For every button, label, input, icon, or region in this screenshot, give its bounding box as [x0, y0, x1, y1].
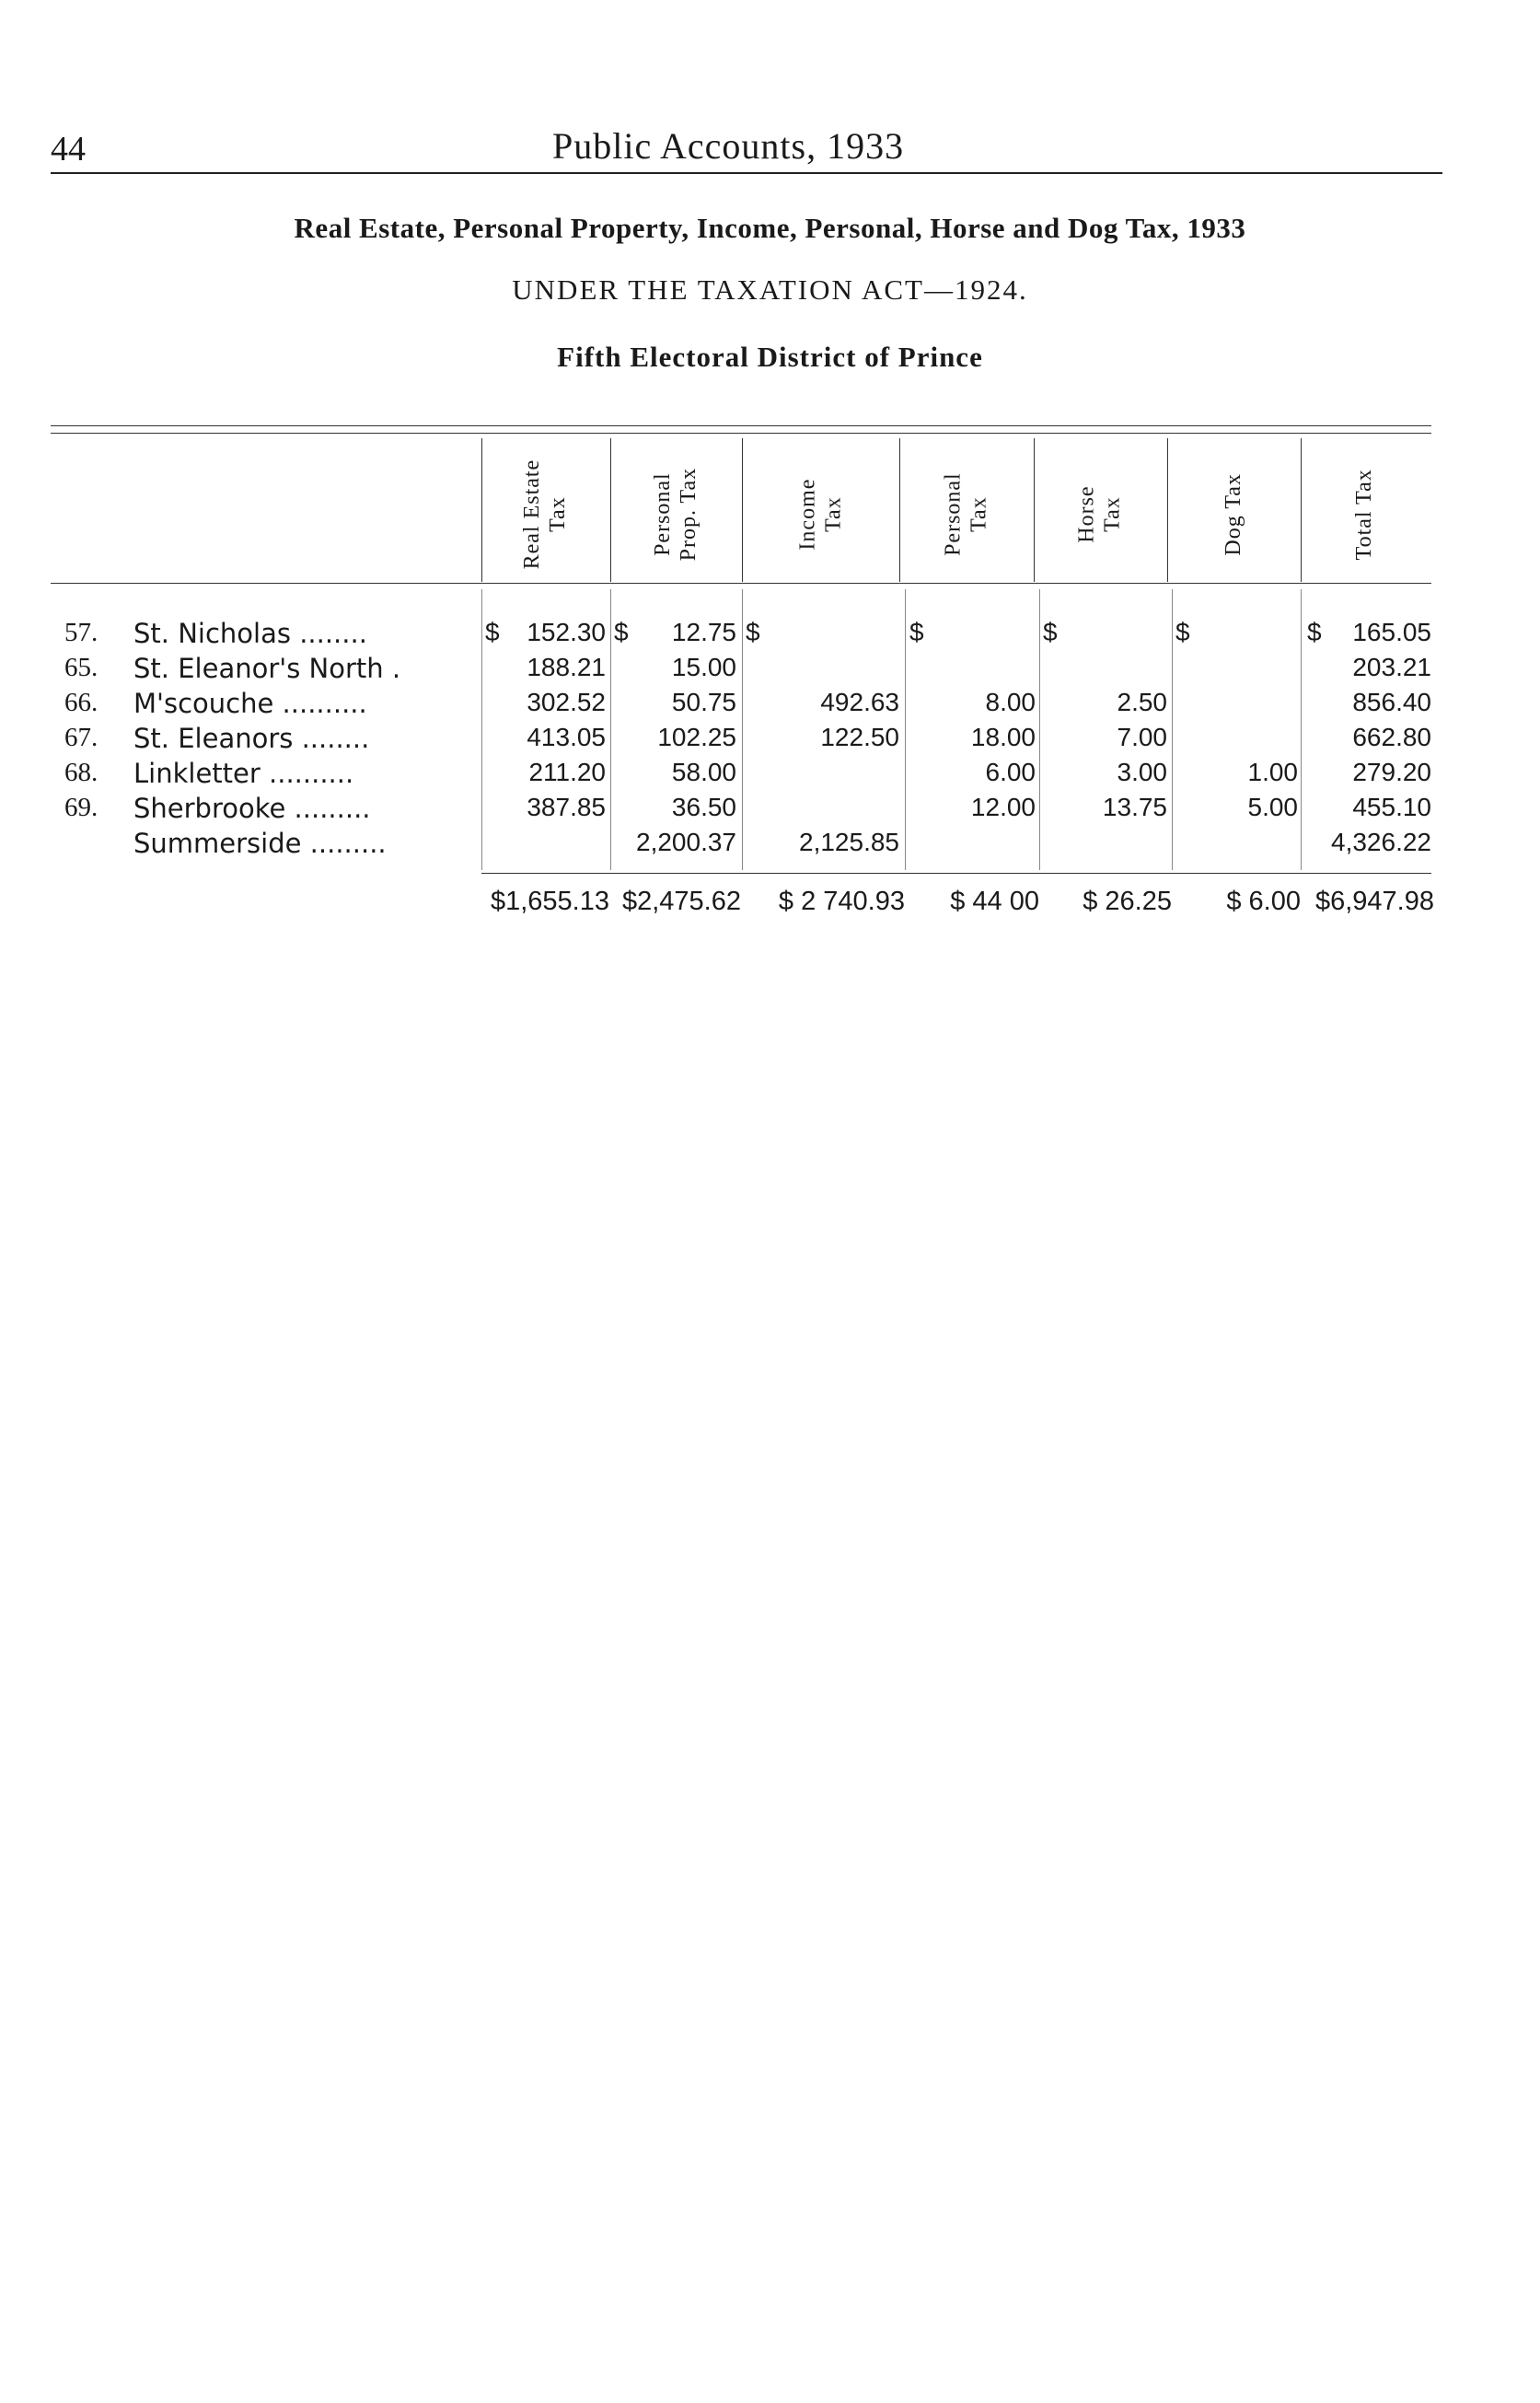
header-rule	[51, 172, 1442, 174]
table-top-rule-2	[51, 433, 1431, 434]
table-top-rule	[51, 425, 1431, 426]
page-number: 44	[51, 130, 86, 168]
currency-symbol: $	[1307, 618, 1322, 646]
table-row: 67. St. Eleanors ........ 413.05 102.25 122.50 18.00 7.00 662.80	[64, 723, 1431, 754]
column-header-income: Income Tax	[794, 479, 845, 551]
column-header-horse: Horse Tax	[1074, 485, 1125, 544]
currency-symbol: $	[1175, 618, 1190, 646]
total-real-estate: $1,655.13	[490, 887, 609, 916]
totals-row	[0, 887, 1540, 923]
column-header-real-estate: Real Estate Tax	[520, 459, 570, 570]
table-row: 66. M'scouche .......... 302.52 50.75 492.63 8.00 2.50 856.40	[64, 688, 1431, 719]
header-bottom-rule	[51, 583, 1431, 584]
table-row: Summerside ......... 2,200.37 2,125.85 4,326.22	[133, 828, 1431, 859]
column-header-dog: Dog Tax	[1221, 473, 1245, 556]
table-title: Real Estate, Personal Property, Income, Personal, Horse and Dog Tax, 1933	[294, 212, 1246, 244]
table-row: 65. St. Eleanor's North . 188.21 15.00 203.21	[64, 653, 1431, 684]
currency-symbol: $	[746, 618, 760, 646]
table-row: 57. St. Nicholas ........ 152.30 12.75 165.05	[64, 618, 1431, 649]
table-row: 69. Sherbrooke ......... 387.85 36.50 12.00 13.75 5.00 455.10	[64, 793, 1431, 824]
district-heading: Fifth Electoral District of Prince	[557, 341, 983, 373]
total-tax: $6,947.98	[1314, 887, 1434, 916]
currency-symbol: $	[614, 618, 629, 646]
currency-symbol: $	[1043, 618, 1058, 646]
currency-symbol: $	[485, 618, 500, 646]
total-income: $ 2 740.93	[778, 887, 905, 916]
total-personal: $ 44 00	[950, 887, 1039, 916]
table-row: 68. Linkletter .......... 211.20 58.00 6.00 3.00 1.00 279.20	[64, 758, 1431, 789]
total-personal-prop: $2,475.62	[621, 887, 741, 916]
totals-rule	[481, 873, 1431, 874]
running-head: Public Accounts, 1933	[552, 125, 905, 167]
column-header-personal-prop: Personal Prop. Tax	[650, 468, 701, 562]
total-horse: $ 26.25	[1083, 887, 1172, 916]
currency-symbol: $	[909, 618, 924, 646]
column-header-personal: Personal Tax	[941, 472, 990, 557]
table-subtitle: UNDER THE TAXATION ACT—1924.	[512, 273, 1028, 306]
total-dog: $ 6.00	[1226, 887, 1301, 916]
column-header-total: Total Tax	[1352, 469, 1377, 561]
